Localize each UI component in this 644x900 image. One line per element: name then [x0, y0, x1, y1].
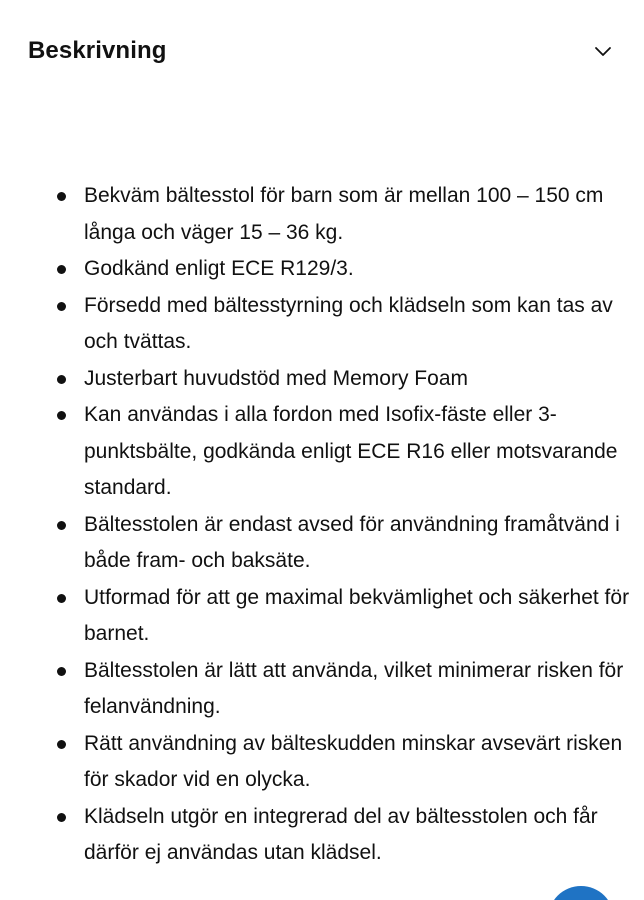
- list-item: Bekväm bältesstol för barn som är mellan 100 – 150 cm långa och väger 15 – 36 kg.: [84, 178, 644, 251]
- list-item: Klädseln utgör en integrerad del av bältesstolen och får därför ej användas utan klädsel.: [84, 799, 644, 872]
- list-item: Godkänd enligt ECE R129/3.: [84, 251, 644, 288]
- floating-action-button[interactable]: [548, 886, 614, 900]
- accordion-title: Beskrivning: [28, 37, 167, 64]
- list-item: Försedd med bältesstyrning och klädseln som kan tas av och tvättas.: [84, 288, 644, 361]
- list-item: Kan användas i alla fordon med Isofix-fäste eller 3-punktsbälte, godkända enligt ECE R16 eller motsvarande standard.: [84, 397, 644, 507]
- description-accordion-header[interactable]: [28, 28, 614, 74]
- list-item: Justerbart huvudstöd med Memory Foam: [84, 361, 644, 398]
- list-item: Bältesstolen är endast avsed för användning framåtvänd i både fram- och baksäte.: [84, 507, 644, 580]
- list-item: Utformad för att ge maximal bekvämlighet och säkerhet för barnet.: [84, 580, 644, 653]
- list-item: Rätt användning av bälteskudden minskar avsevärt risken för skador vid en olycka.: [84, 726, 644, 799]
- list-item: Bältesstolen är lätt att använda, vilket minimerar risken för felanvändning.: [84, 653, 644, 726]
- description-list: [52, 178, 644, 872]
- chevron-down-icon[interactable]: [592, 40, 614, 62]
